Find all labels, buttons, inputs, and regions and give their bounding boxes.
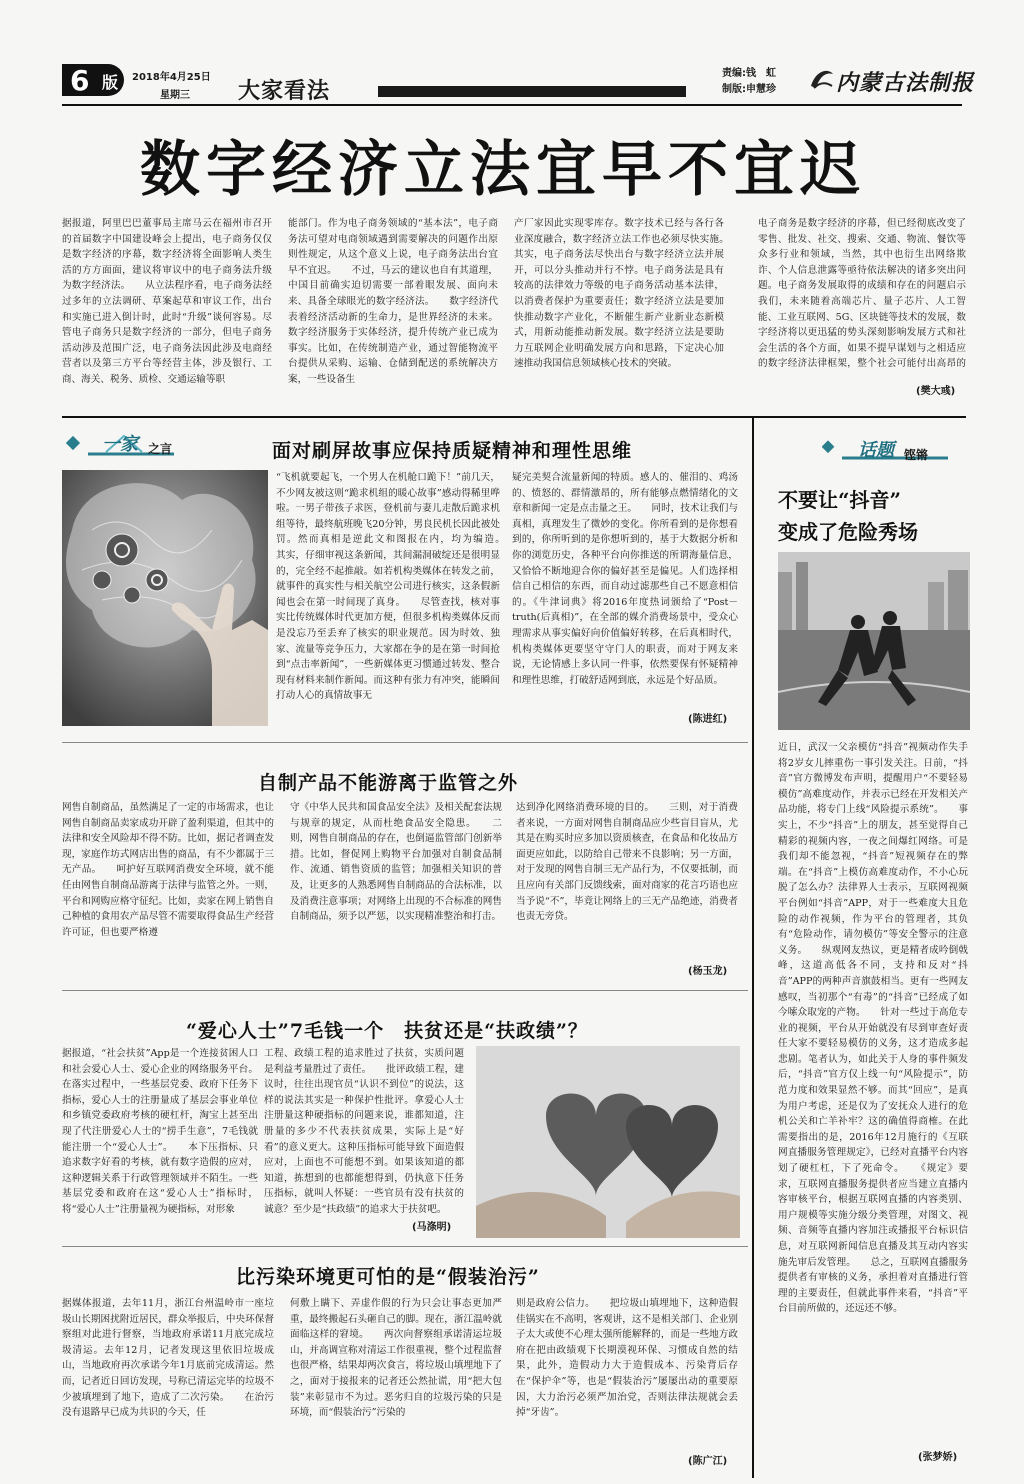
masthead-rule — [62, 104, 962, 106]
aixin-bottom-rule — [62, 1246, 748, 1247]
aixin-byline: (马涤明) — [412, 1222, 452, 1233]
lead-column-2: 能部门。作为电子商务领域的“基本法”，电子商务法可望对电商领域遇到需要解决的问题作出原则性规定，从这个意义上说，电子商务法出台宜早不宜迟。 不过，马云的建议也自有其道理，中国目前确实迫切需要一部着眼发展、面向未来、具备全球眼光的数字经济法。 数字经济代表着经济活动新的生命力，是世界经济的未来。数字经济服务于实体经济，提升传统产业已成为事实。比如，在传统制造产业，通过智能物流平台提供从采购、运输、仓储到配送的系统解决方案，一些设备生 — [288, 218, 498, 385]
editor-credit: 责编:钱 虹 — [722, 68, 776, 79]
yijia-bottom-rule — [62, 742, 748, 743]
aixin-column-2: 工程、政绩工程的追求胜过了扶贫，实质问题是利益考量胜过了责任。 批评政绩工程，建议时，往往出现官员“认识不到位”的说法，这样的说法其实是一种保护性批评。拿爱心人士注册量这种硬指标的问题来说，谁都知道，注册量的多少不代表扶贫成果，实际上是“好看”的意义更大。这种压指标可能导致下面造假应对，上面也不可能想不到。如果该知道的都知道，拣想到的也都能想得到，仍执意下任务压指标，就叫人怀疑：一些官员有没有扶贫的诚意？至少是“扶政绩”的追求大于扶贫吧。 — [264, 1048, 464, 1214]
hearts-photo — [476, 1046, 740, 1238]
zizhi-headline: 自制产品不能游离于监管之外 — [258, 772, 519, 794]
zizhi-column-2: 守《中华人民共和国食品安全法》及相关配套法规与规章的规定，从而杜绝食品安全隐患。 二则，网售自制商品的存在，也倒逼监管部门创新举措。比如，督促网上购物平台加强对自制食品制作、流通、销售资质的监管；加强相关知识的普及，让更多的人熟悉网售自制商品的合法标准，以及消费注意事项；对网络上出现的不合标准的网售自制商品，须予以严惩，以实现精准整治和打击。 — [290, 802, 502, 923]
yijia-column-1: “飞机就要起飞，一个男人在机舱口跪下！”前几天，不少网友被这则“跪求机组的暖心故事”感动得稀里哗啦。一男子带孩子求医，登机前与妻儿走散后跪求机组等待，最终航班晚飞20分钟，男良民机长因此被处罚。然而真相是逆此文和图报在内，均为编造。 其实，仔细审视这条新闻，其间漏洞破绽还是很明显的，完全经不起推敲。如若机构类媒体在转发之前，就事件的真实性与相关航空公司进行核实，这条假新闻也会在第一时间现了真身。 尽管查找，核对事实比传统媒体时代更加方便，但很多机构类媒体反而是没忘乃至丢弃了核实的职业规范。因为时效、独家、流量等竞争压力，大家都在争的是在第一时间抢到“点击率新闻”，一些新媒体更习惯通过转发、整合现有材料来制作新闻。而这种有张力有冲突，能瞬间打动人心的真情故事无 — [276, 472, 500, 702]
zizhi-column-3: 达到净化网络消费环境的目的。 三则，对于消费者来说，一方面对网售自制商品应少些盲目盲从，尤其是在购买时应多加以资质核查，在食品和化妆品方面更应如此，以防给自己带来不良影响；另一方面，对于发现的网售自制三无产品行为，不仅要抵制，而且应向有关部门反馈线索，面对商家的花言巧语也应当予说“不”，毕竟让网络上的三无产品绝迹，消费者也责无旁贷。 — [516, 802, 738, 923]
lead-column-4: 电子商务是数字经济的序幕，但已经彻底改变了零售、批发、社交、搜索、交通、物流、餐饮等众多行业和领域，当然，其中也衍生出网络欺诈、个人信息泄露等亟待依法解决的诸多突出问题。电子商务发展取得的成绩和存在的问题启示我们，未来随着高端芯片、量子芯片、人工智能、工业互联网、5G、区块链等技术的发展，数字经济将以更迅猛的势头深刻影响发展方式和社会生活的各个方面，如果不提早谋划与之相适应的数字经济法律框架，整个社会可能付出高昂的 — [758, 218, 966, 370]
yijia-headline: 面对刷屏故事应保持质疑精神和理性思维 — [272, 440, 633, 462]
brain-gears-photo — [62, 470, 268, 726]
jiazhuang-byline: (陈广江) — [688, 1456, 728, 1467]
issue-date: 2018年4月25日 — [132, 72, 211, 83]
newspaper-name: 内蒙古法制报 — [836, 71, 975, 96]
yijia-byline: (陈进红) — [688, 714, 728, 725]
section-title: 大家看法 — [238, 79, 331, 104]
aixin-headline: “爱心人士”7毛钱一个 扶贫还是“扶政绩”？ — [186, 1020, 588, 1042]
dancing-people-photo — [778, 552, 970, 730]
huati-headline-line-1: 不要让“抖音” — [778, 488, 902, 512]
zizhi-column-1: 网售自制商品，虽然满足了一定的市场需求，也让网售自制商品卖家成功开辟了盈利渠道，但其中的法律和安全风险却不得不防。比如，据记者调查发现，家庭作坊式网店出售的商品，有不少都属于三无产品。 呵护好互联网消费安全环境，就不能任由网售自制商品游离于法律与监管之外。一则，平台和网购应格守征纪。比如，卖家在网上销售自己种植的食用农产品尽管不需要取得食品生产经营许可证，但也要严格遵 — [62, 802, 274, 938]
lead-column-3: 产厂家因此实现零库存。数字技术已经与各行各业深度融合，数字经济立法工作也必须尽快实施。 其实，电子商务法尽快出台与数字经济立法并展开，可以分头推动并行不悖。电子商务法是具有较高的法律效力等级的电子商务活动基本法律，以消费者保护为重要责任；数字经济立法是要加快推动数字产业化，不断催生新产业新业态新模式，用新动能推动新发展。数字经济立法是要助力互联网企业明确发展方向和思路，下定决心加速推动我国信息领域核心技术的突破。 — [514, 218, 724, 370]
yijia-logo-text: 一家 — [102, 434, 138, 455]
lead-bottom-rule — [62, 416, 966, 418]
aixin-column-1: 据报道，“社会扶贫”App是一个连接贫困人口和社会爱心人士、爱心企业的网络服务平台。在落实过程中，一些基层党委、政府下任务下指标，爱心人士的注册量成了基层会事业单位和乡镇党委政府考核的硬杠杆，淘宝上甚至出现了代注册爱心人士的“捞手生意”，7毛钱就能注册一个“爱心人士”。 本下压指标、只追求数字好看的考核，就有数字造假的应对，这种逻辑关系于行政管理领域并不陌生。一些基层党委和政府在这“爱心人士”指标时，将“爱心人士”注册量视为硬指标，对形象 — [62, 1048, 258, 1215]
masthead-black-bar — [378, 86, 686, 97]
huati-byline: (张梦娇) — [918, 1452, 958, 1463]
lead-headline: 数字经济立法宜早不宜迟 — [140, 135, 866, 205]
page-label: 版 — [102, 73, 119, 92]
huati-logo-text: 话题 — [858, 440, 894, 461]
jiazhuang-column-3: 则是政府公信力。 把垃圾山填埋地下，这种造假佳锅实在不高明，客观讲，这不是相关部门、企业别子太大或使不心理太强所能解释的，而是一些地方政府在把由政绩观下长期漠视环保、习惯成自然的结果，此外，造假动力大于造假成本、污染背后存在“保护伞”等，也是“假装治污”屡屡出动的重要原因，大力治污必须严加治党，否则法律法规就会丢掉“牙齿”。 — [516, 1298, 738, 1419]
producer-credit: 制版:申慧珍 — [722, 84, 776, 95]
huati-headline-line-2: 变成了危险秀场 — [778, 520, 918, 544]
masthead — [0, 0, 1024, 110]
newspaper-logo-icon — [808, 66, 836, 92]
jiazhuang-column-2: 何敷上瞒下、弄虚作假的行为只会让事态更加严重，最终搬起石头砸自己的脚。现在，浙江温岭就面临这样的窘境。 两次向督察组承诺清运垃圾山，并高调宣称对清运工作很重视，整个过程监督也很严格，结果却两次食言，将垃圾山填埋地下了之，面对于接报来的记者还公然扯谎，用“把大包装”来彰显市不为过。恶劣归自的垃圾污染的只是环境，而“假装治污”污染的 — [290, 1298, 502, 1419]
lead-byline: (樊大彧) — [916, 386, 956, 397]
huati-logo-suffix: 铿锵 — [904, 448, 929, 462]
vertical-divider — [752, 418, 754, 1478]
page-number: 6 — [70, 64, 90, 97]
jiazhuang-column-1: 据媒体报道，去年11月，浙江台州温岭市一座垃圾山长期困扰附近居民，群众举报后，中央环保督察组对此进行督察，当地政府承诺11月底完成垃圾清运。去年12月，记者发现这里依旧垃圾成山，当地政府再次承诺今年1月底前完成清运。然而，记者近日回访发现，号称已清运完毕的垃圾不少被填埋到了地下，造成了二次污染。 在治污没有退路早已成为共识的今天，任 — [62, 1298, 274, 1419]
zizhi-byline: (杨玉龙) — [688, 966, 728, 977]
issue-weekday: 星期三 — [160, 90, 190, 101]
jiazhuang-headline: 比污染环境更可怕的是“假装治污” — [236, 1266, 540, 1288]
huati-column: 近日，武汉一父亲模仿“抖音”视频动作失手将2岁女儿摔重伤一事引发关注。日前，“抖音”官方微博发布声明，提醒用户“不要轻易模仿”高难度动作，并表示已经在开发相关产品功能，将专门上线“风险提示系统”。 事实上，不少“抖音”上的朋友，甚至觉得自己精彩的视频内容，一夜之间爆红网络。可是我们却不能忽视，“抖音”短视频存在的弊端。在“抖音”上模仿高难度动作，不小心玩脱了怎么办？法律界人士表示，互联网视频平台例如“抖音”APP，对于一些难度大且危险的动作视频，作为平台的管理者，其负有“危险动作，请勿模仿”等安全警示的注意义务。 纵观网友热议，更是精者成吟倒戟峰，这道高低各不同，支持和反对“抖音”APP的两种声音旗鼓相当。更有一些网友感叹，当初那个“有毒”的“抖音”已经成了如今嗦众取宠的产物。 针对一些过于高危专业的视频，平台从开始就没有尽到审查好责任大家不要轻易模仿的义务，这才造成多起悲剧。笔者认为，如此关于人身的事件频发后，“抖音”官方仅上线一句“风险提示”，防范力度和效果显然不够。而其“回应”，是真为用户考虑，还是仅为了安抚众人进行的危机公关和亡羊补牢？这的确值得商榷。在此需要指出的是，2016年12月施行的《互联网直播服务管理规定》，已经对直播平台内容划了硬杠杠，下了死命令。 《规定》要求，互联网直播服务提供者应当建立直播内容审核平台，根据互联网直播的内容类别、用户规模等实施分级分类管理，对图文、视频、音频等直播内容加注或播报平台标识信息，对互联网新闻信息直播及其互动内容实施先审后发管理。 总之，互联网直播服务提供者有审核的义务，承担着对直播进行管理的主要责任，但就此事件来看，“抖音”平台目前所做的，还远还不够。 — [778, 742, 968, 1315]
lead-column-1: 据报道，阿里巴巴董事局主席马云在福州市召开的首届数字中国建设峰会上提出，电子商务仅仅是数字经济的序幕，数字经济将全面影响人类生活的方方面面，建议将审议中的电子商务法升级为数字经济法。 从立法程序看，电子商务法经过多年的立法调研、草案起草和审议工作，出台和实施已进入倒计时，此时“升级”谈何容易。尽管电子商务只是数字经济的一部分，但电子商务活动涉及范围广泛，电子商务法因此涉及电商经营者以及第三方平台等经营主体，涉及银行、工商、海关、税务、质检、交通运输等职 — [62, 218, 272, 385]
zizhi-bottom-rule — [62, 990, 748, 991]
yijia-column-2: 疑完美契合流量新闻的特质。感人的、催泪的、鸡汤的、愤怒的、群情激昂的，所有能够点燃情绪化的文章和新闻一定是点击量之王。 同时，技术让我们与真相，真理发生了微妙的变化。你所看到的是你想看到的，你所听到的是你想听到的，基于大数据分析和你的浏览历史，各种平台向你推送的所谓海量信息，又恰恰不断地迎合你的偏好甚至是偏见。人们选择相信自己相信的东西，而自动过滤那些自己不愿意相信的。《牛津词典》将2016年度热词颁给了“Post－truth(后真相)”，在全部的媒介消费场景中，受众心理需求从事实偏好向价值偏好转移，在后真相时代，机构类媒体更要坚守守门人的职责，而对于网友来说，无论情感上多认同一件事，依然要保有怀疑精神和理性思维，打破舒适网到底，永远是个好品质。 — [512, 472, 738, 686]
yijia-logo-suffix: 之言 — [148, 442, 173, 456]
